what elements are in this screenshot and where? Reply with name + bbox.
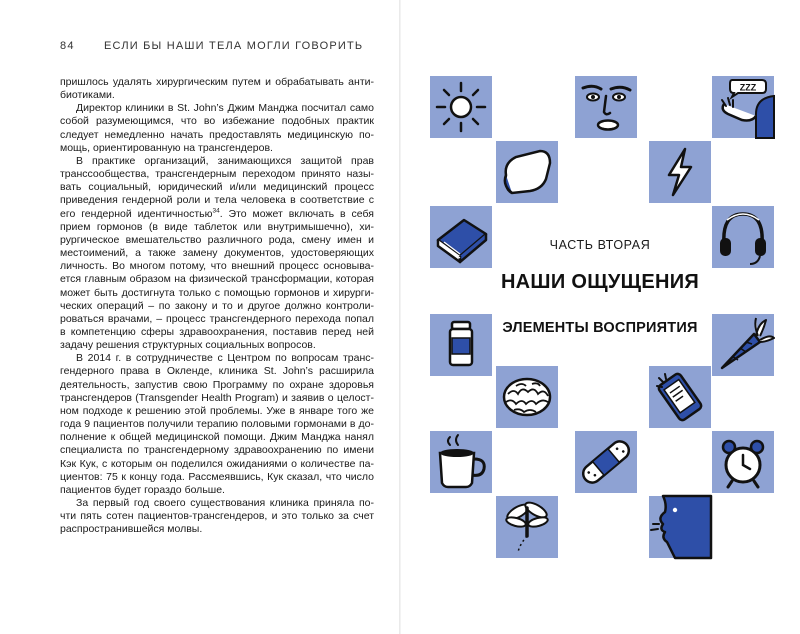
snoring-person-icon [712, 76, 774, 138]
phone-icon [649, 366, 711, 428]
paragraph-1: пришлось удалять хирургическим путем и обрабатывать антибиотиками. [60, 76, 374, 102]
part-title: НАШИ ОЩУЩЕНИЯ [500, 271, 700, 293]
alarm-clock-tile [712, 431, 774, 493]
coffee-tile [430, 431, 492, 493]
paragraph-3-part-b: . Это может включать в себя прием гормонов (в виде таблеток или внутримышечно), хирургическое вмешательство различного рода, смену имен и местоимений, а также замену документов, удостоверяющих личность. Во многом потому, что внешний процесс основывается главным образом на физической трансформации, которая может быть достигнута только с помощью гормонов и хирургических операций – по закону и то и другое должно контролироваться врачами, – процесс трансгендерного перехода попал в компетенцию сферы здравоохранения, поставив перед ней задачу решения структурных социальных вопросов. [60, 207, 374, 352]
pillow-tile [496, 141, 558, 203]
snore-text: ZZZ [739, 82, 757, 93]
sun-icon [430, 76, 492, 138]
alarm-clock-icon [712, 431, 774, 493]
profile-face-tile [649, 496, 711, 558]
pillow-icon [496, 141, 558, 203]
lightning-tile [649, 141, 711, 203]
brain-tile [496, 366, 558, 428]
paragraph-4: В 2014 г. в сотрудничестве с Центром по вопросам трансгендерного права в Окленде, клиника St. John’s расширила деятельность, запустив свою Программу по охране здоровья трансгендеров (Transgender Health Program) и заявив о целостном подходе к решению этой проблемы. Уже в январе того же года 9 пациентов получили терапию половыми гормонами в дополнение к общей медицинской помощи. Джим Манджа нанял специалиста по трансгендерному здравоохранению по имени Кэк Кук, с которым он поделился ожиданиями о количестве пациентов: 75 к концу года. Рассмеявшись, Кук сказал, что число пациентов будет гораздо больше. [60, 352, 374, 496]
face-tile [575, 76, 637, 138]
phone-tile [649, 366, 711, 428]
bandage-tile [575, 431, 637, 493]
profile-face-icon [649, 496, 711, 558]
footnote-ref[interactable]: 34 [212, 207, 220, 215]
running-header [60, 40, 363, 52]
snore-tile [712, 76, 774, 138]
brain-icon [496, 366, 558, 428]
dragonfly-tile [496, 496, 558, 558]
dragonfly-icon [496, 496, 558, 558]
lightning-icon [649, 141, 711, 203]
paragraph-3-part-a: В практике организаций, занимающихся защитой прав транссообщества, трансгендерным переходом принято называть социальный, юридический и/или медицинский процесс приведения гендерной роли и тела человека в соответствие с его гендерной идентичностью [60, 154, 374, 220]
face-icon [575, 76, 637, 138]
part-label: ЧАСТЬ ВТОРАЯ [549, 238, 651, 252]
part-subtitle: ЭЛЕМЕНТЫ ВОСПРИЯТИЯ [502, 320, 698, 336]
book-icon [430, 206, 492, 268]
sun-tile [430, 76, 492, 138]
bandage-icon [575, 431, 637, 493]
paragraph-5: За первый год своего существования клиника приняла почти пять сотен пациентов-трансгендеров, и это только за счет распространившейся молвы. [60, 497, 374, 536]
page-number: 84 [60, 40, 75, 52]
headphones-tile [712, 206, 774, 268]
book-tile [430, 206, 492, 268]
paragraph-2: Директор клиники в St. John’s Джим Манджа посчитал само собой разумеющимся, что во избежание подобных практик следует немедленно начать предоставлять медицинскую помощь, ориентированную на трансгендеров. [60, 102, 374, 154]
running-title: ЕСЛИ БЫ НАШИ ТЕЛА МОГЛИ ГОВОРИТЬ [104, 40, 364, 52]
paragraph-3 [60, 155, 374, 352]
body-text [60, 76, 374, 536]
headphones-icon [712, 206, 774, 268]
page-gutter [399, 0, 401, 634]
coffee-cup-icon [430, 431, 492, 493]
